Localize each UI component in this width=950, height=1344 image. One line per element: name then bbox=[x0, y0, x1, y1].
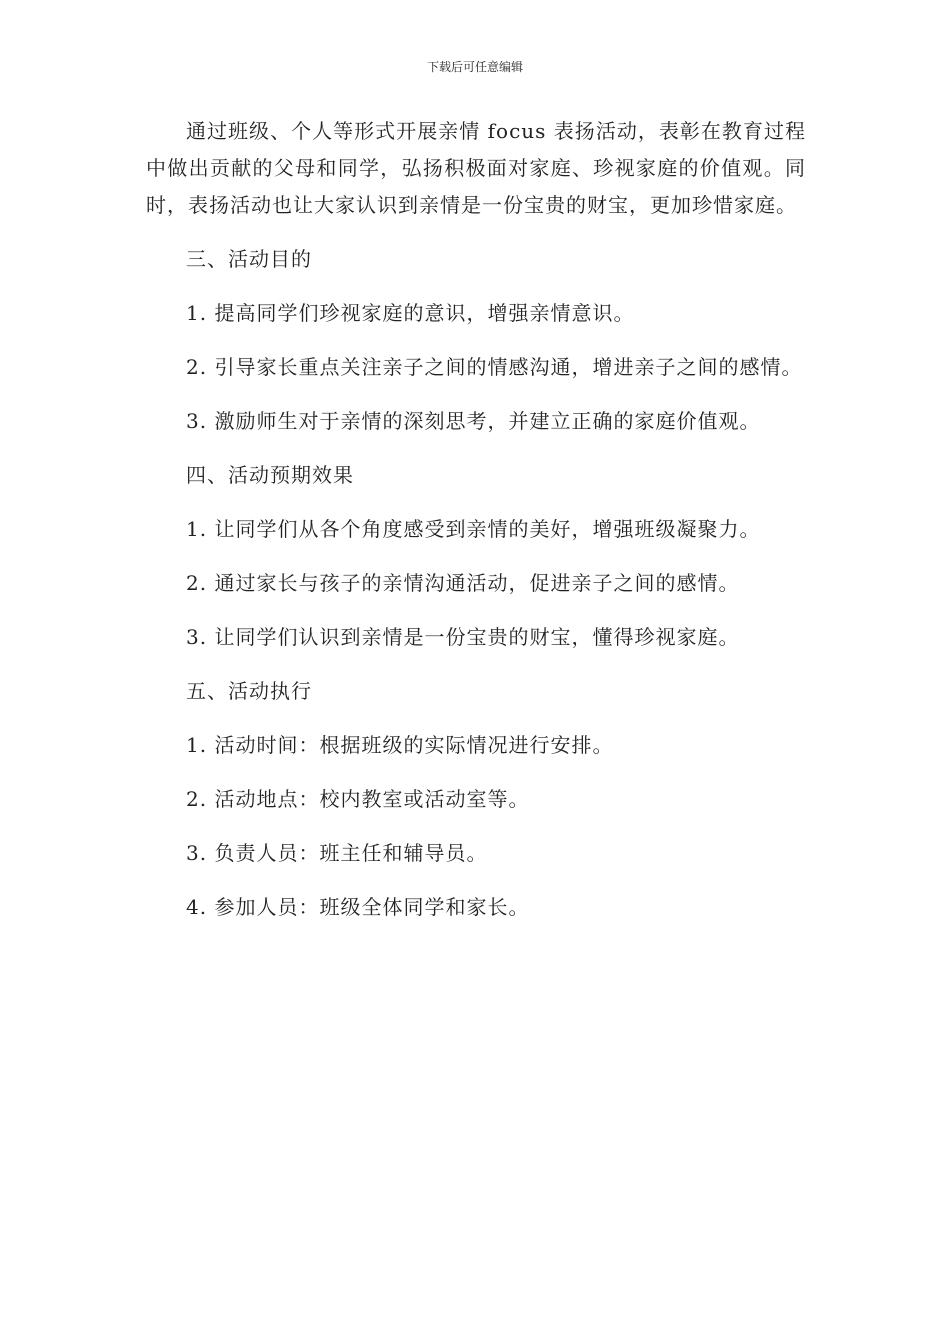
execution-item-3: 3. 负责人员：班主任和辅导员。 bbox=[186, 841, 488, 865]
purpose-item-2: 2. 引导家长重点关注亲子之间的情感沟通，增进亲子之间的感情。 bbox=[186, 355, 803, 379]
section-heading-expected-effect: 四、活动预期效果 bbox=[186, 463, 354, 487]
purpose-item-1: 1. 提高同学们珍视家庭的意识，增强亲情意识。 bbox=[186, 301, 635, 325]
intro-paragraph: 通过班级、个人等形式开展亲情 focus 表扬活动，表彰在教育过程中做出贡献的父母和同学，弘扬积极面对家庭、珍视家庭的价值观。同时，表扬活动也让大家认识到亲情是一份宝贵的财宝，更加珍惜家庭。 bbox=[146, 119, 806, 217]
execution-item-1: 1. 活动时间：根据班级的实际情况进行安排。 bbox=[186, 733, 614, 757]
effect-item-3: 3. 让同学们认识到亲情是一份宝贵的财宝，懂得珍视家庭。 bbox=[186, 625, 740, 649]
effect-item-2: 2. 通过家长与孩子的亲情沟通活动，促进亲子之间的感情。 bbox=[186, 571, 740, 595]
section-heading-execution: 五、活动执行 bbox=[186, 679, 312, 703]
document-body bbox=[146, 113, 806, 926]
execution-item-4: 4. 参加人员：班级全体同学和家长。 bbox=[186, 895, 530, 919]
section-heading-purpose: 三、活动目的 bbox=[186, 247, 312, 271]
execution-item-2: 2. 活动地点：校内教室或活动室等。 bbox=[186, 787, 530, 811]
page-header-note: 下载后可任意编辑 bbox=[426, 60, 523, 74]
purpose-item-3: 3. 激励师生对于亲情的深刻思考，并建立正确的家庭价值观。 bbox=[186, 409, 761, 433]
effect-item-1: 1. 让同学们从各个角度感受到亲情的美好，增强班级凝聚力。 bbox=[186, 517, 761, 541]
